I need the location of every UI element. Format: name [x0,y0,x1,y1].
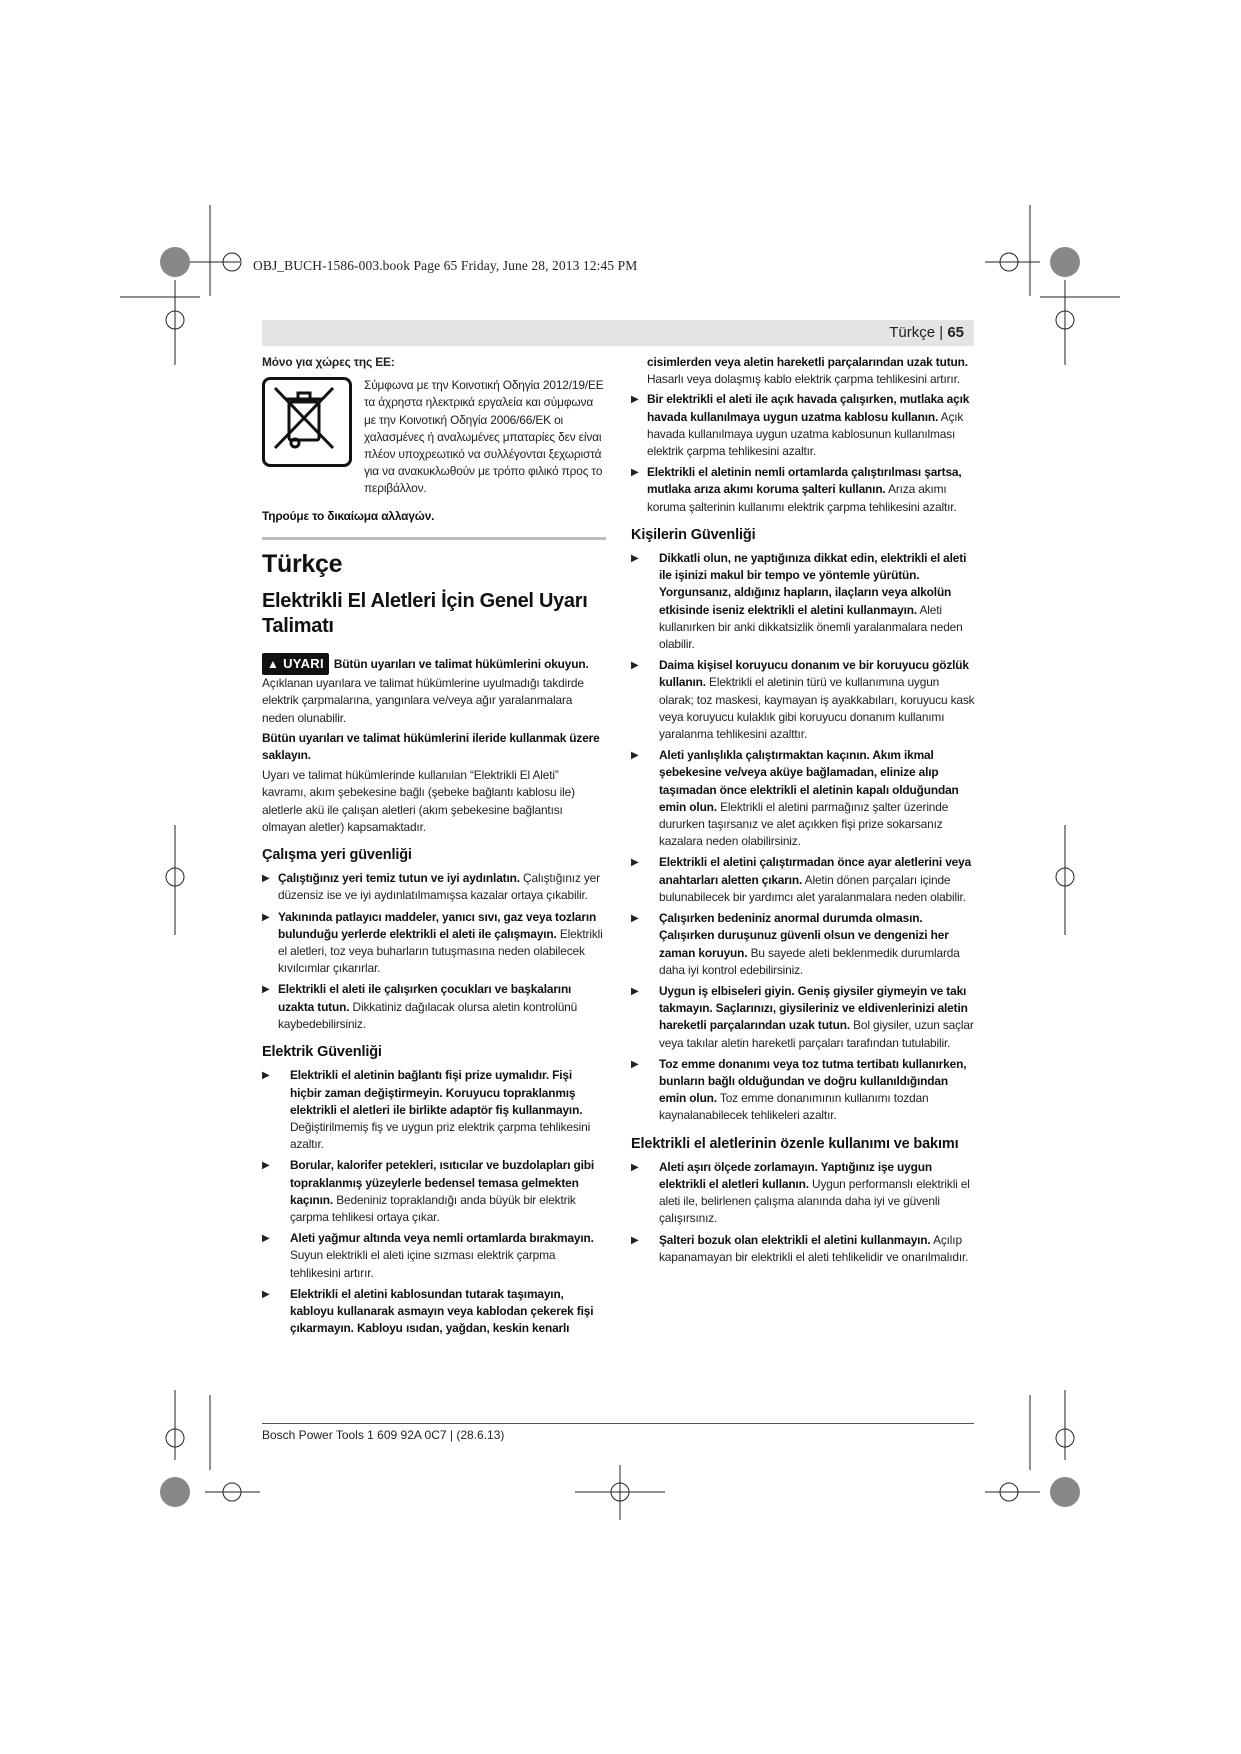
bullet-arrow-icon: ▶ [262,1288,270,1300]
print-slug: OBJ_BUCH-1586-003.book Page 65 Friday, June 28, 2013 12:45 PM [253,258,638,273]
continued-bold: cisimlerden veya aletin hareketli parçalarından uzak tutun. [647,355,968,369]
bullet-arrow-icon: ▶ [262,1070,270,1082]
item-bold: Borular, kalorifer petekleri, ısıtıcılar ve buzdolapları gibi topraklanmış yüzeylerle bedensel temasa gelmekten kaçının. [290,1158,595,1207]
bullet-arrow-icon: ▶ [631,394,639,406]
item-text: Değiştirilmemiş fiş ve uygun priz elektrik çarpma tehlikesini azaltır. [290,1119,591,1152]
section-title: Elektrikli el aletlerinin özenle kullanımı ve bakımı [631,1135,959,1152]
list-item [262,909,606,978]
warning-badge-label: UYARI [283,656,324,672]
item-bold: Uygun iş elbiseleri giyin. Geniş giysiler giymeyin ve takı takmayın. Saçlarınızı, giysileriniz ve eldivenlerinizi aletin hareketli parçalarından uzak tutun. [659,983,968,1033]
weee-block [262,377,606,497]
item-bold: Daima kişisel koruyucu donanım ve bir koruyucu gözlük kullanın. [659,658,969,690]
bullet-arrow-icon: ▶ [631,857,639,869]
header-text [889,324,964,341]
item-text: Çalıştığınız yer düzensiz ise ve iyi aydınlatılmamışsa kazalar ortaya çıkabilir. [278,871,600,903]
item-bold: Toz emme donanımı veya toz tutma tertibatı kullanırken, bunların bağlı olduğundan ve doğru kullanıldığından emin olun. [659,1056,967,1106]
item-text: Toz emme donanımının kullanımı tozdan kaynalanabilecek tehlikeleri azaltır. [659,1091,929,1123]
warning-text: Açıklanan uyarılara ve talimat hükümlerine uyulmadığı takdirde elektrik çarpmalarına, yangınlara ve/veya ağır yaralanmalara neden olunabilir. [262,676,584,725]
page-number: 65 [947,324,964,341]
item-text: Bol giysiler, uzun saçlar veya takılar aletin hareketli parçaları tarafından tutulabilir. [659,1018,974,1050]
section-title: Kişilerin Güvenliği [631,526,756,543]
item-bold: Bir elektrikli el aleti ile açık havada çalışırken, mutlaka açık havada kullanılmaya uygun uzatma kablosu kullanın. [647,392,970,424]
item-text: Aleti kullanırken bir anki dikkatsizlik önemli yaralanmalara neden olabilir. [659,602,963,652]
left-column [262,354,606,1341]
section-personal-safety [631,550,975,1125]
bullet-arrow-icon: ▶ [631,913,639,925]
bullet-arrow-icon: ▶ [631,985,639,997]
section-electrical [262,1067,606,1337]
list-item [631,747,975,850]
bullet-arrow-icon: ▶ [631,1234,639,1246]
crossed-bin-icon [262,377,352,467]
item-bold: Elektrikli el aletini çalıştırmadan önce ayar aletlerini veya anahtarları aletten çıkarın. [659,855,972,887]
warning-paragraph [262,653,606,727]
item-text: Uygun performanslı elektrikli el aleti ile, belirlenen çalışma alanında daha iyi ve güvenli çalışırsınız. [659,1176,970,1226]
list-item [631,1056,975,1125]
item-bold: Elektrikli el aletini kablosundan tutarak taşımayın, kabloyu kullanarak asmayın veya kablodan çekerek fişi çıkarmayın. Kabloyu ısıdan, yağdan, keskin kenarlı [290,1286,594,1336]
item-bold: Elektrikli el aletinin bağlantı fişi prize uymalıdır. Fişi hiçbir zaman değiştirmeyin. Koruyucu topraklanmış elektrikli el aletleri ile birlikte adaptör fiş kullanmayın. [290,1068,583,1117]
continued-item [631,354,975,388]
section-tool-use [631,1159,975,1266]
list-item [631,1232,975,1266]
list-item [631,1159,975,1228]
item-bold: Elektrikli el aleti ile çalışırken çocukları ve başkalarını uzakta tutun. [278,982,572,1014]
bullet-arrow-icon: ▶ [631,1161,639,1173]
item-bold: Şalteri bozuk olan elektrikli el aletini kullanmayın. [659,1232,931,1247]
list-item [631,550,975,653]
main-heading: Elektrikli El Aletleri İçin Genel Uyarı Talimatı [262,590,588,638]
warning-bold: Bütün uyarıları ve talimat hükümlerini okuyun. [333,657,589,672]
item-bold: Yakınında patlayıcı maddeler, yanıcı sıvı, gaz veya tozların bulunduğu yerlerde elektrikli el aleti ile çalışmayın. [278,909,597,941]
list-item [631,657,975,743]
list-item [631,910,975,979]
section-title: Çalışma yeri güvenliği [262,847,412,864]
bullet-arrow-icon: ▶ [262,1233,270,1245]
list-item [631,983,975,1052]
list-item [631,854,975,906]
bullet-arrow-icon: ▶ [631,467,639,479]
bullet-arrow-icon: ▶ [262,911,270,923]
weee-text: Σύμφωνα με την Κοινοτική Οδηγία 2012/19/ΕΕ τα άχρηστα ηλεκτρικά εργαλεία και σύμφωνα με την Κοινοτική Οδηγία 2006/66/ΕΚ οι χαλασμένες ή αναλωμένες μπαταρίες δεν είναι πλέον υποχρεωτικό να συλλέγονται ξεχωριστά για να ανακυκλωθούν με τρόπο φιλικό προς το περιβάλλον. [364,378,604,496]
item-text: Açık havada kullanılmaya uygun uzatma kablosunun kullanılması elektrik çarpma tehlikesini azaltır. [647,409,964,459]
item-bold: Çalıştığınız yeri temiz tutun ve iyi aydınlatın. [278,871,520,886]
list-item [262,981,606,1033]
item-bold: Elektrikli el aletinin nemli ortamlarda çalıştırılması şartsa, mutlaka arıza akımı koruma şalteri kullanın. [647,465,962,497]
page-header [262,320,974,346]
footer-text: Bosch Power Tools 1 609 92A 0C7 | (28.6.13) [262,1428,505,1442]
footer-rule [262,1423,974,1424]
list-item [631,391,975,460]
item-text: Arıza akımı koruma şalterinin kullanımı elektrik çarpma tehlikesini azaltır. [647,482,957,514]
warning-triangle-icon: ▲ [267,657,280,672]
list-item [262,1157,606,1226]
header-language: Türkçe | [889,324,948,341]
bullet-arrow-icon: ▶ [631,1058,639,1070]
keep-instructions: Bütün uyarıları ve talimat hükümlerini ileride kullanmak üzere saklayın. [262,730,600,763]
bullet-arrow-icon: ▶ [631,660,639,672]
item-text: Açılıp kapanamayan bir elektrikli el aleti tehlikelidir ve onarılmalıdır. [659,1232,969,1264]
list-item [262,1230,606,1282]
item-text: Dikkatiniz dağılacak olursa aletin kontrolünü kaybedebilirsiniz. [278,999,578,1031]
rights-reserved: Τηρούμε το δικαίωμα αλλαγών. [262,508,435,523]
right-column [631,354,975,1270]
section-title: Elektrik Güvenliği [262,1044,382,1061]
list-item [262,1067,606,1153]
bullet-arrow-icon: ▶ [262,984,270,996]
list-item [262,1286,606,1338]
item-text: Bedeniniz topraklandığı anda büyük bir elektrik çarpma tehlikesi ortaya çıkar. [290,1192,576,1224]
definition-text: Uyarı ve talimat hükümlerinde kullanılan “Elektrikli El Aleti” kavramı, akım şebekesine bağlı (şebeke bağlantı kablosu ile) aletlerle akü ile çalışan aletleri (akım şebekesine bağlantısı olmayan aletler) kapsamaktadır. [262,768,575,834]
item-text: Elektrikli el aletleri, toz veya buharların tutuşmasına neden olabilecek kıvılcımlar çıkarırlar. [278,926,603,976]
bullet-arrow-icon: ▶ [262,1160,270,1172]
item-bold: Dikkatli olun, ne yaptığınıza dikkat edin, elektrikli el aleti ile işinizi makul bir tempo ve yöntemle yürütün. Yorgunsanız, aldığınız hapların, ilaçların veya alkolün etkisinde iseniz elektrikli el aletini kullanmayın. [659,551,967,617]
list-item [631,464,975,516]
greek-heading: Μόνο για χώρες της ΕΕ: [262,355,395,369]
bullet-arrow-icon: ▶ [631,553,639,565]
continued-text: Hasarlı veya dolaşmış kablo elektrik çarpma tehlikesini artırır. [647,372,960,387]
item-bold: Aleti aşırı ölçede zorlamayın. Yaptığınız işe uygun elektrikli el aletleri kullanın. [659,1159,932,1191]
item-text: Aletin dönen parçaları içinde bulunabilecek bir yardımcı alet yaralanmalara neden olabilir. [659,872,966,904]
item-bold: Çalışırken bedeniniz anormal durumda olmasın. Çalışırken duruşunuz güvenli olsun ve dengenizi her zaman koruyun. [659,911,949,960]
item-text: Suyun elektrikli el aleti içine sızması elektrik çarpma tehlikesini artırır. [290,1248,556,1280]
section-work-area [262,870,606,1033]
right-top-items [631,391,975,515]
item-bold: Aleti yanlışlıkla çalıştırmaktan kaçının. Akım ikmal şebekesine ve/veya aküye bağlamadan, elinize alıp taşımadan önce elektrikli el aletinin kapalı olduğundan emin olun. [659,748,959,814]
list-item [262,870,606,904]
language-title: Türkçe [262,549,343,578]
item-bold: Aleti yağmur altında veya nemli ortamlarda bırakmayın. [290,1231,594,1246]
warning-badge [262,653,329,675]
item-text: Elektrikli el aletini parmağınız şalter üzerinde dururken taşırsanız ve alet açıkken fişi prize sokarsanız kazalara neden olabilirsiniz. [659,799,949,849]
item-text: Bu sayede aleti beklenmedik durumlarda daha iyi kontrol edebilirsiniz. [659,945,960,977]
bullet-arrow-icon: ▶ [631,750,639,762]
section-rule [262,537,606,540]
bullet-arrow-icon: ▶ [262,873,270,885]
item-text: Elektrikli el aletinin türü ve kullanımına uygun olarak; toz maskesi, kaymayan iş ayakkabıları, koruyucu kask veya koruyucu kulaklık gibi koruyucu donanım kullanımı yaralanma tehlikesini azalttır. [659,675,975,742]
